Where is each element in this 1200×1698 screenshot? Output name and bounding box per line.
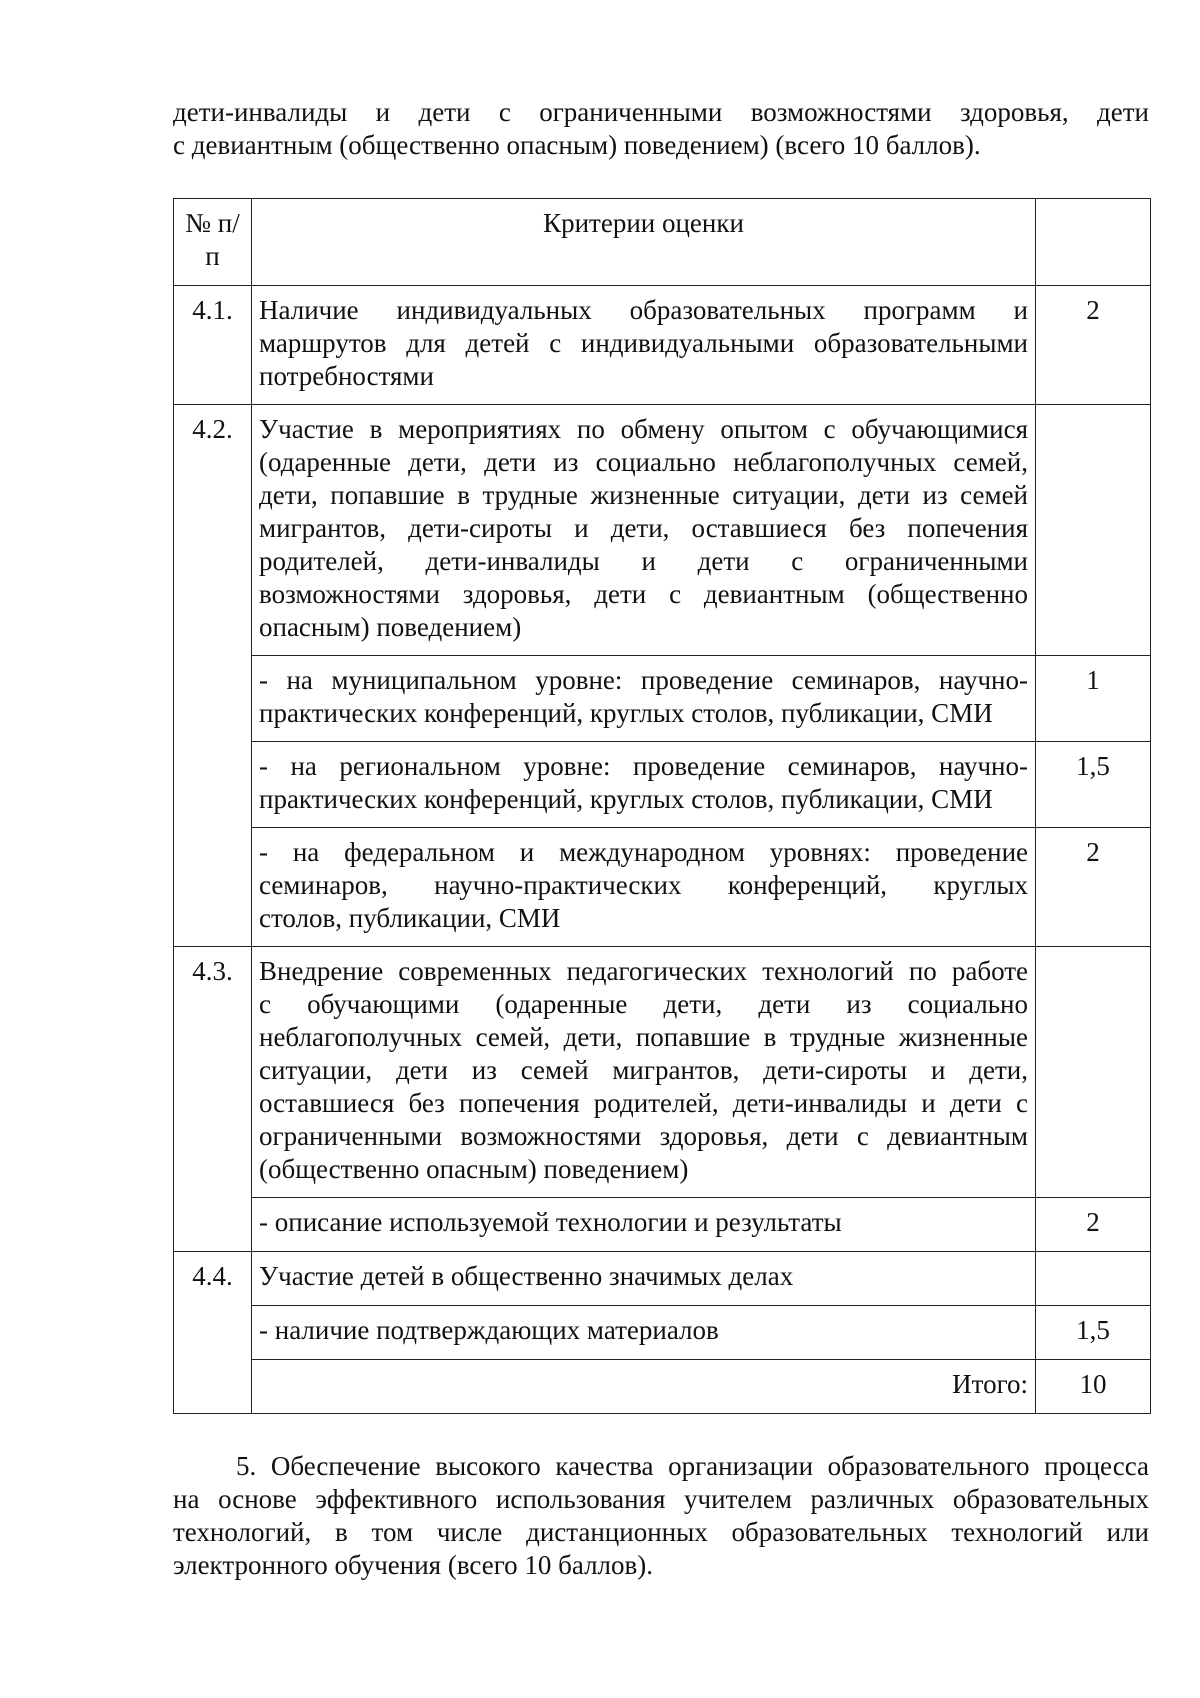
row-criterion	[252, 656, 1036, 742]
criterion-line: практических конференций, круглых столов, публикации, СМИ	[259, 698, 993, 728]
row-number: 4.1.	[174, 286, 252, 405]
row-score: 2	[1036, 828, 1151, 947]
criterion-line: маршрутов для детей с индивидуальными образовательными	[259, 328, 1028, 358]
header-score	[1036, 199, 1151, 286]
criterion-line: оставшиеся без попечения родителей, дети-инвалиды и дети с	[259, 1088, 1028, 1118]
row-criterion	[252, 947, 1036, 1198]
criterion-line: Участие в мероприятиях по обмену опытом с обучающимися	[259, 414, 1028, 444]
total-label: Итого:	[252, 1360, 1036, 1414]
row-score: 2	[1036, 286, 1151, 405]
table-row	[174, 1306, 1151, 1360]
criterion-line: дети, попавшие в трудные жизненные ситуации, дети из семей	[259, 480, 1028, 510]
table-row	[174, 405, 1151, 656]
criterion-line: неблагополучных семей, дети, попавшие в трудные жизненные	[259, 1022, 1028, 1052]
criterion-line: - описание используемой технологии и результаты	[259, 1207, 842, 1237]
row-score: 1,5	[1036, 1306, 1151, 1360]
row-score: 1,5	[1036, 742, 1151, 828]
criterion-line: опасным) поведением)	[259, 612, 522, 642]
criterion-line: - на региональном уровне: проведение семинаров, научно-	[259, 751, 1028, 781]
criteria-table	[173, 198, 1151, 1414]
header-num: № п/п	[174, 199, 252, 286]
row-criterion	[252, 1198, 1036, 1252]
criterion-line: мигрантов, дети-сироты и дети, оставшиеся без попечения	[259, 513, 1028, 543]
row-criterion	[252, 1252, 1036, 1306]
row-number: 4.3.	[174, 947, 252, 1252]
table-row	[174, 947, 1151, 1198]
criterion-line: возможностями здоровья, дети с девиантным (общественно	[259, 579, 1028, 609]
row-score	[1036, 947, 1151, 1198]
criterion-line: родителей, дети-инвалиды и дети с ограниченными	[259, 546, 1028, 576]
table-row	[174, 1198, 1151, 1252]
criterion-line: ситуации, дети из семей мигрантов, дети-сироты и дети,	[259, 1055, 1028, 1085]
table-row	[174, 286, 1151, 405]
row-criterion	[252, 286, 1036, 405]
criterion-line: семинаров, научно-практических конференций, круглых	[259, 870, 1028, 900]
table-row	[174, 656, 1151, 742]
row-score	[1036, 1252, 1151, 1306]
criterion-line: - наличие подтверждающих материалов	[259, 1315, 719, 1345]
criterion-line: - на федеральном и международном уровнях: проведение	[259, 837, 1028, 867]
section-5-line: на основе эффективного использования учителем различных образовательных	[173, 1484, 1149, 1514]
row-score: 2	[1036, 1198, 1151, 1252]
section-5-text	[173, 1450, 1149, 1582]
table-row	[174, 742, 1151, 828]
criterion-line: с обучающими (одаренные дети, дети из социально	[259, 989, 1028, 1019]
criterion-line: практических конференций, круглых столов, публикации, СМИ	[259, 784, 993, 814]
total-value: 10	[1036, 1360, 1151, 1414]
table-row	[174, 1252, 1151, 1306]
section-5-paragraph	[173, 1450, 1149, 1582]
criterion-line: Наличие индивидуальных образовательных программ и	[259, 295, 1028, 325]
table-header-row	[174, 199, 1151, 286]
criterion-line: (одаренные дети, дети из социально неблагополучных семей,	[259, 447, 1028, 477]
criterion-line: Внедрение современных педагогических технологий по работе	[259, 956, 1028, 986]
row-number: 4.2.	[174, 405, 252, 947]
intro-line: дети-инвалиды и дети с ограниченными возможностями здоровья, дети	[173, 97, 1149, 127]
criterion-line: Участие детей в общественно значимых делах	[259, 1261, 794, 1291]
row-score	[1036, 405, 1151, 656]
row-criterion	[252, 405, 1036, 656]
row-criterion	[252, 1306, 1036, 1360]
intro-line: с девиантным (общественно опасным) поведением) (всего 10 баллов).	[173, 130, 981, 160]
section-5-line: технологий, в том числе дистанционных образовательных технологий или	[173, 1517, 1149, 1547]
criterion-line: потребностями	[259, 361, 434, 391]
row-number: 4.4.	[174, 1252, 252, 1414]
intro-text	[173, 96, 1149, 162]
criterion-line: - на муниципальном уровне: проведение семинаров, научно-	[259, 665, 1028, 695]
section-5-line: 5. Обеспечение высокого качества организации образовательного процесса	[236, 1451, 1149, 1481]
section-5-line: электронного обучения (всего 10 баллов).	[173, 1550, 654, 1580]
row-score: 1	[1036, 656, 1151, 742]
criterion-line: (общественно опасным) поведением)	[259, 1154, 689, 1184]
header-criteria: Критерии оценки	[252, 199, 1036, 286]
criterion-line: столов, публикации, СМИ	[259, 903, 561, 933]
row-criterion	[252, 742, 1036, 828]
intro-paragraph	[173, 96, 1149, 162]
criterion-line: ограниченными возможностями здоровья, дети с девиантным	[259, 1121, 1028, 1151]
table-row	[174, 828, 1151, 947]
total-row	[174, 1360, 1151, 1414]
row-criterion	[252, 828, 1036, 947]
